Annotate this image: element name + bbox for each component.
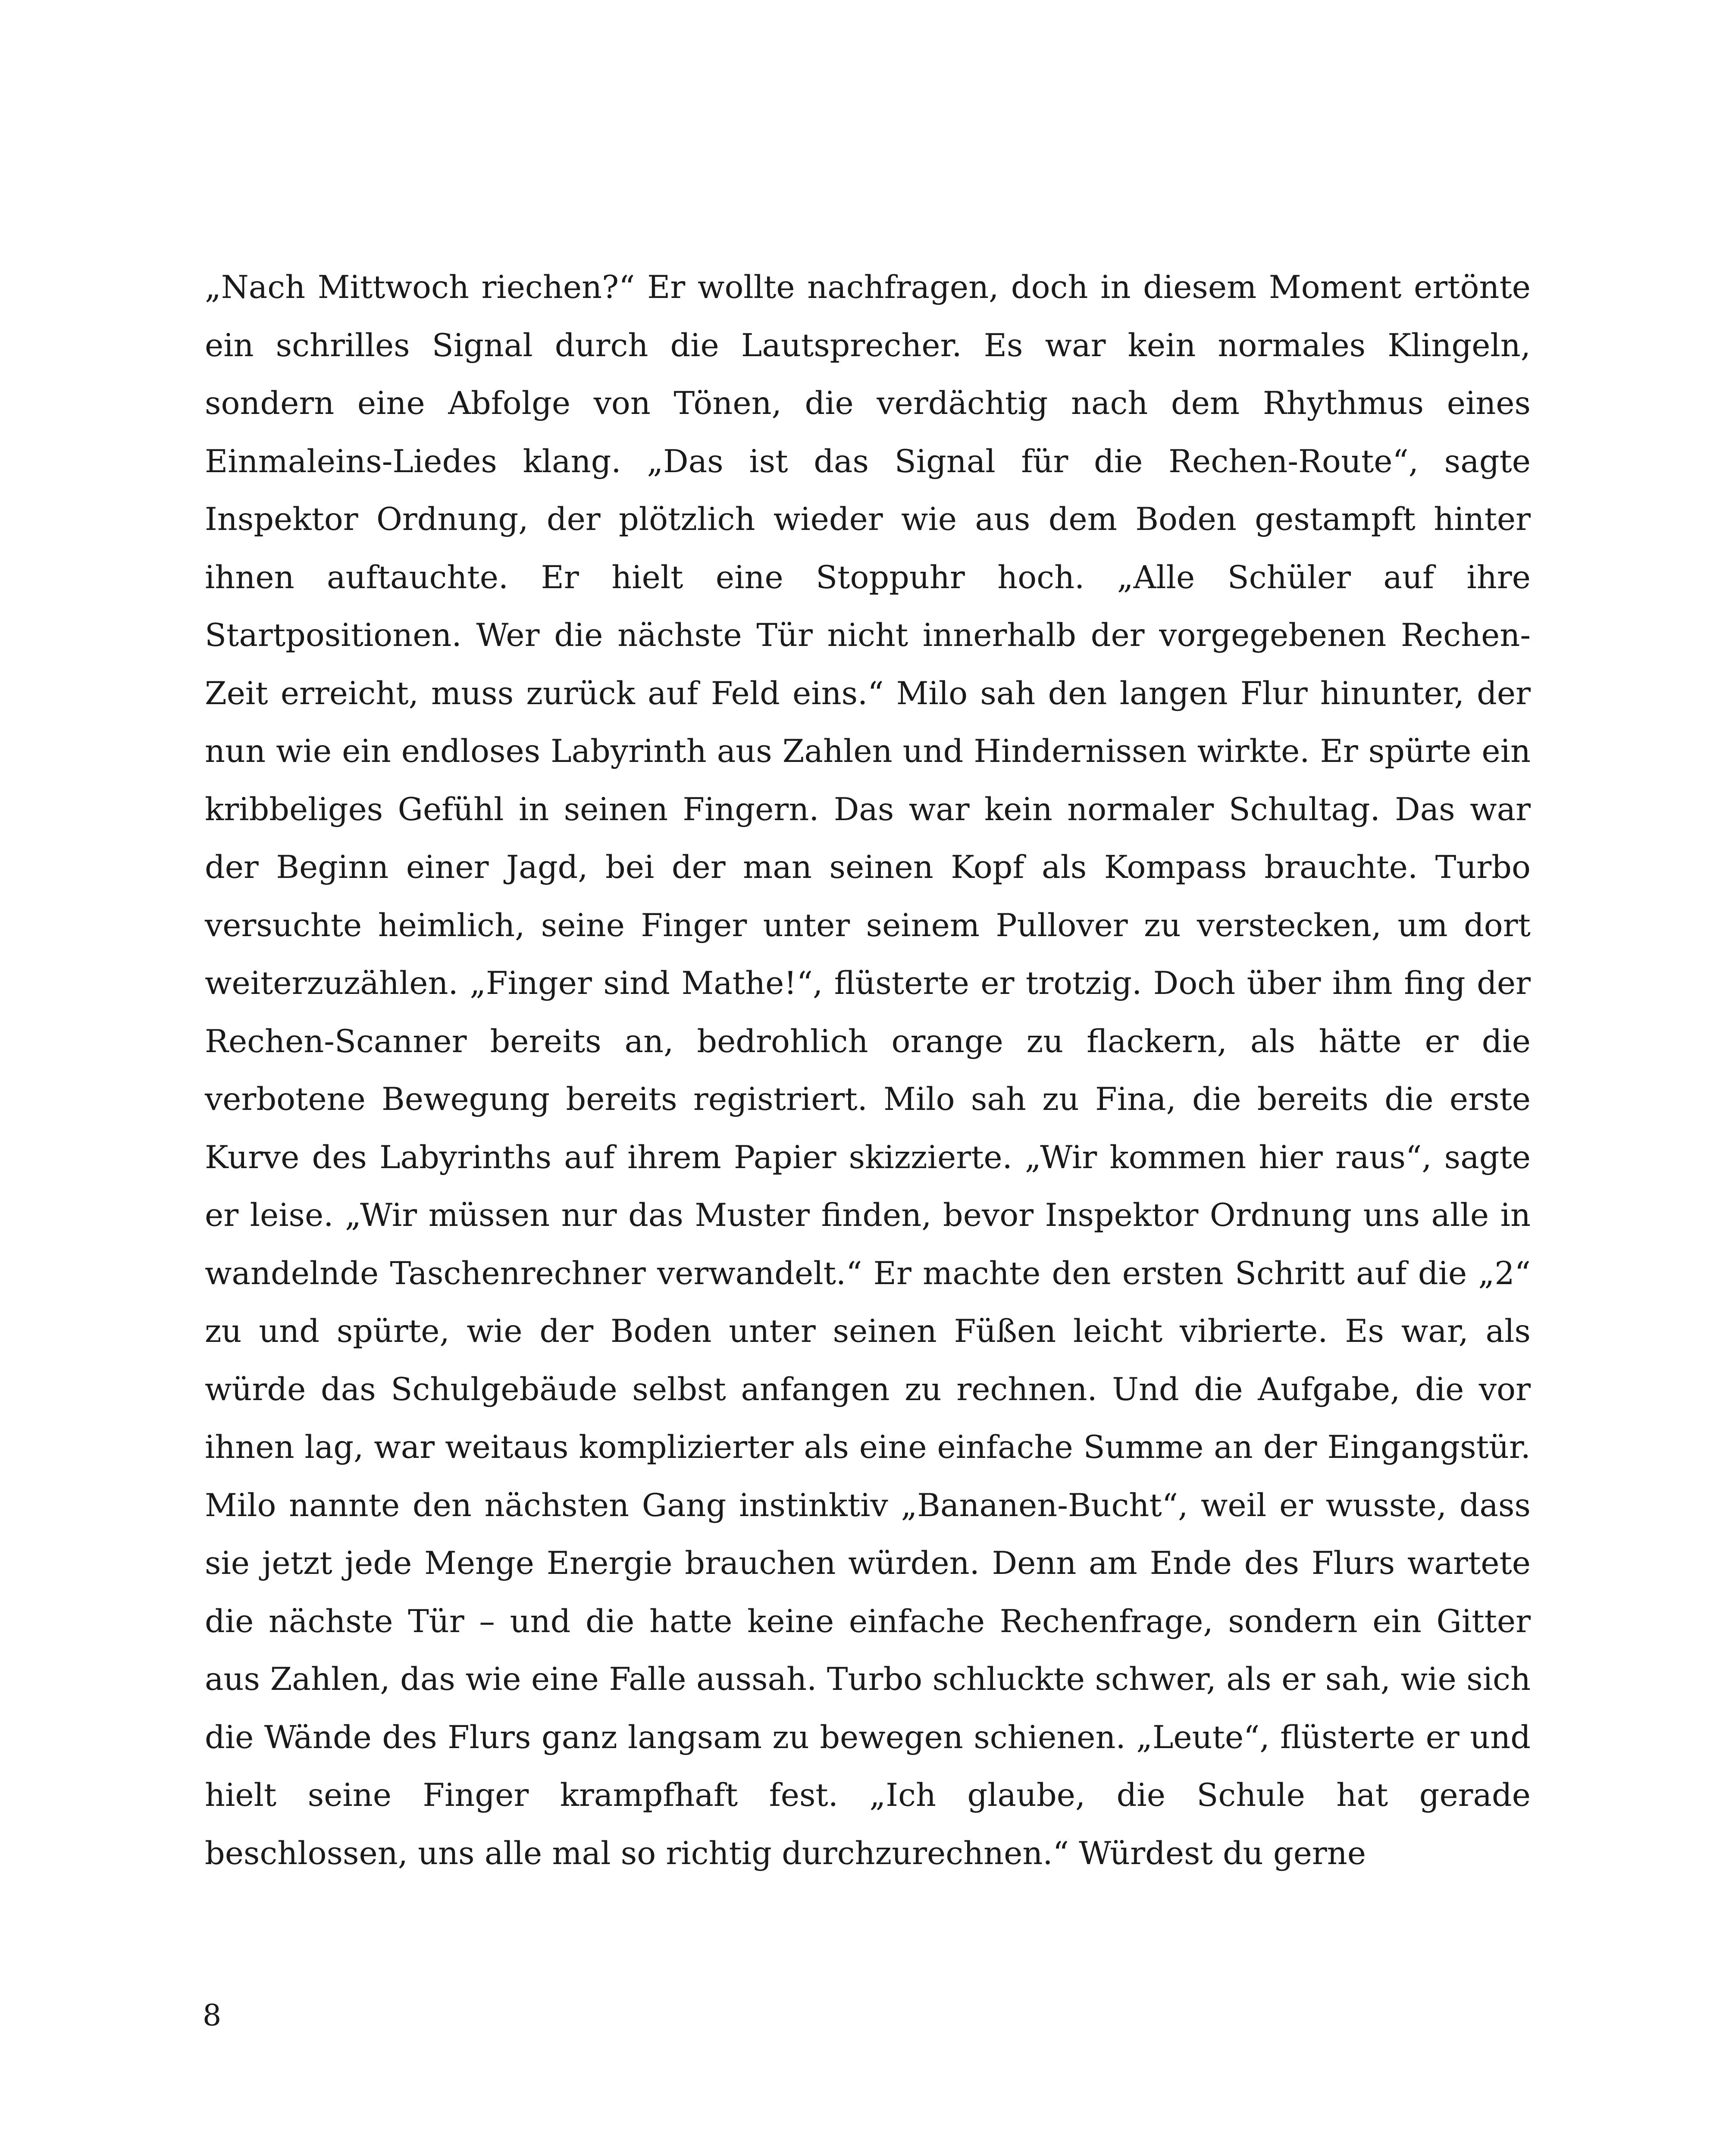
page-number: 8 (203, 1999, 222, 2033)
body-paragraph: „Nach Mittwoch riechen?“ Er wollte nachfragen, doch in diesem Moment ertönte ein schrilles Signal durch die Lautsprecher. Es war kein normales Klingeln, sondern eine Abfolge von Tönen, die verdächtig nach dem Rhythmus eines Einmaleins-Liedes klang. „Das ist das Signal für die Rechen-Route“, sagte Inspektor Ordnung, der plötzlich wieder wie aus dem Boden gestampft hinter ihnen auftauchte. Er hielt eine Stoppuhr hoch. „Alle Schüler auf ihre Startpositionen. Wer die nächste Tür nicht innerhalb der vorgegebenen Rechen-Zeit erreicht, muss zurück auf Feld eins.“ Milo sah den langen Flur hinunter, der nun wie ein endloses Labyrinth aus Zahlen und Hindernissen wirkte. Er spürte ein kribbeliges Gefühl in seinen Fingern. Das war kein normaler Schultag. Das war der Beginn einer Jagd, bei der man seinen Kopf als Kompass brauchte. Turbo versuchte heimlich, seine Finger unter seinem Pullover zu verstecken, um dort weiterzuzählen. „Finger sind Mathe!“, flüsterte er trotzig. Doch über ihm fing der Rechen-Scanner bereits an, bedrohlich orange zu flackern, als hätte er die verbotene Bewegung bereits registriert. Milo sah zu Fina, die bereits die erste Kurve des Labyrinths auf ihrem Papier skizzierte. „Wir kommen hier raus“, sagte er leise. „Wir müssen nur das Muster finden, bevor Inspektor Ordnung uns alle in wandelnde Taschenrechner verwandelt.“ Er machte den ersten Schritt auf die „2“ zu und spürte, wie der Boden unter seinen Füßen leicht vibrierte. Es war, als würde das Schulgebäude selbst anfangen zu rechnen. Und die Aufgabe, die vor ihnen lag, war weitaus komplizierter als eine einfache Summe an der Eingangstür. Milo nannte den nächsten Gang instinktiv „Bananen-Bucht“, weil er wusste, dass sie jetzt jede Menge Energie brauchen würden. Denn am Ende des Flurs wartete die nächste Tür – und die hatte keine einfache Rechenfrage, sondern ein Gitter aus Zahlen, das wie eine Falle aussah. Turbo schluckte schwer, als er sah, wie sich die Wände des Flurs ganz langsam zu bewegen schienen. „Leute“, flüsterte er und hielt seine Finger krampfhaft fest. „Ich glaube, die Schule hat gerade beschlossen, uns alle mal so richtig durchzurechnen.“ Würdest du gerne (205, 269, 1531, 1872)
